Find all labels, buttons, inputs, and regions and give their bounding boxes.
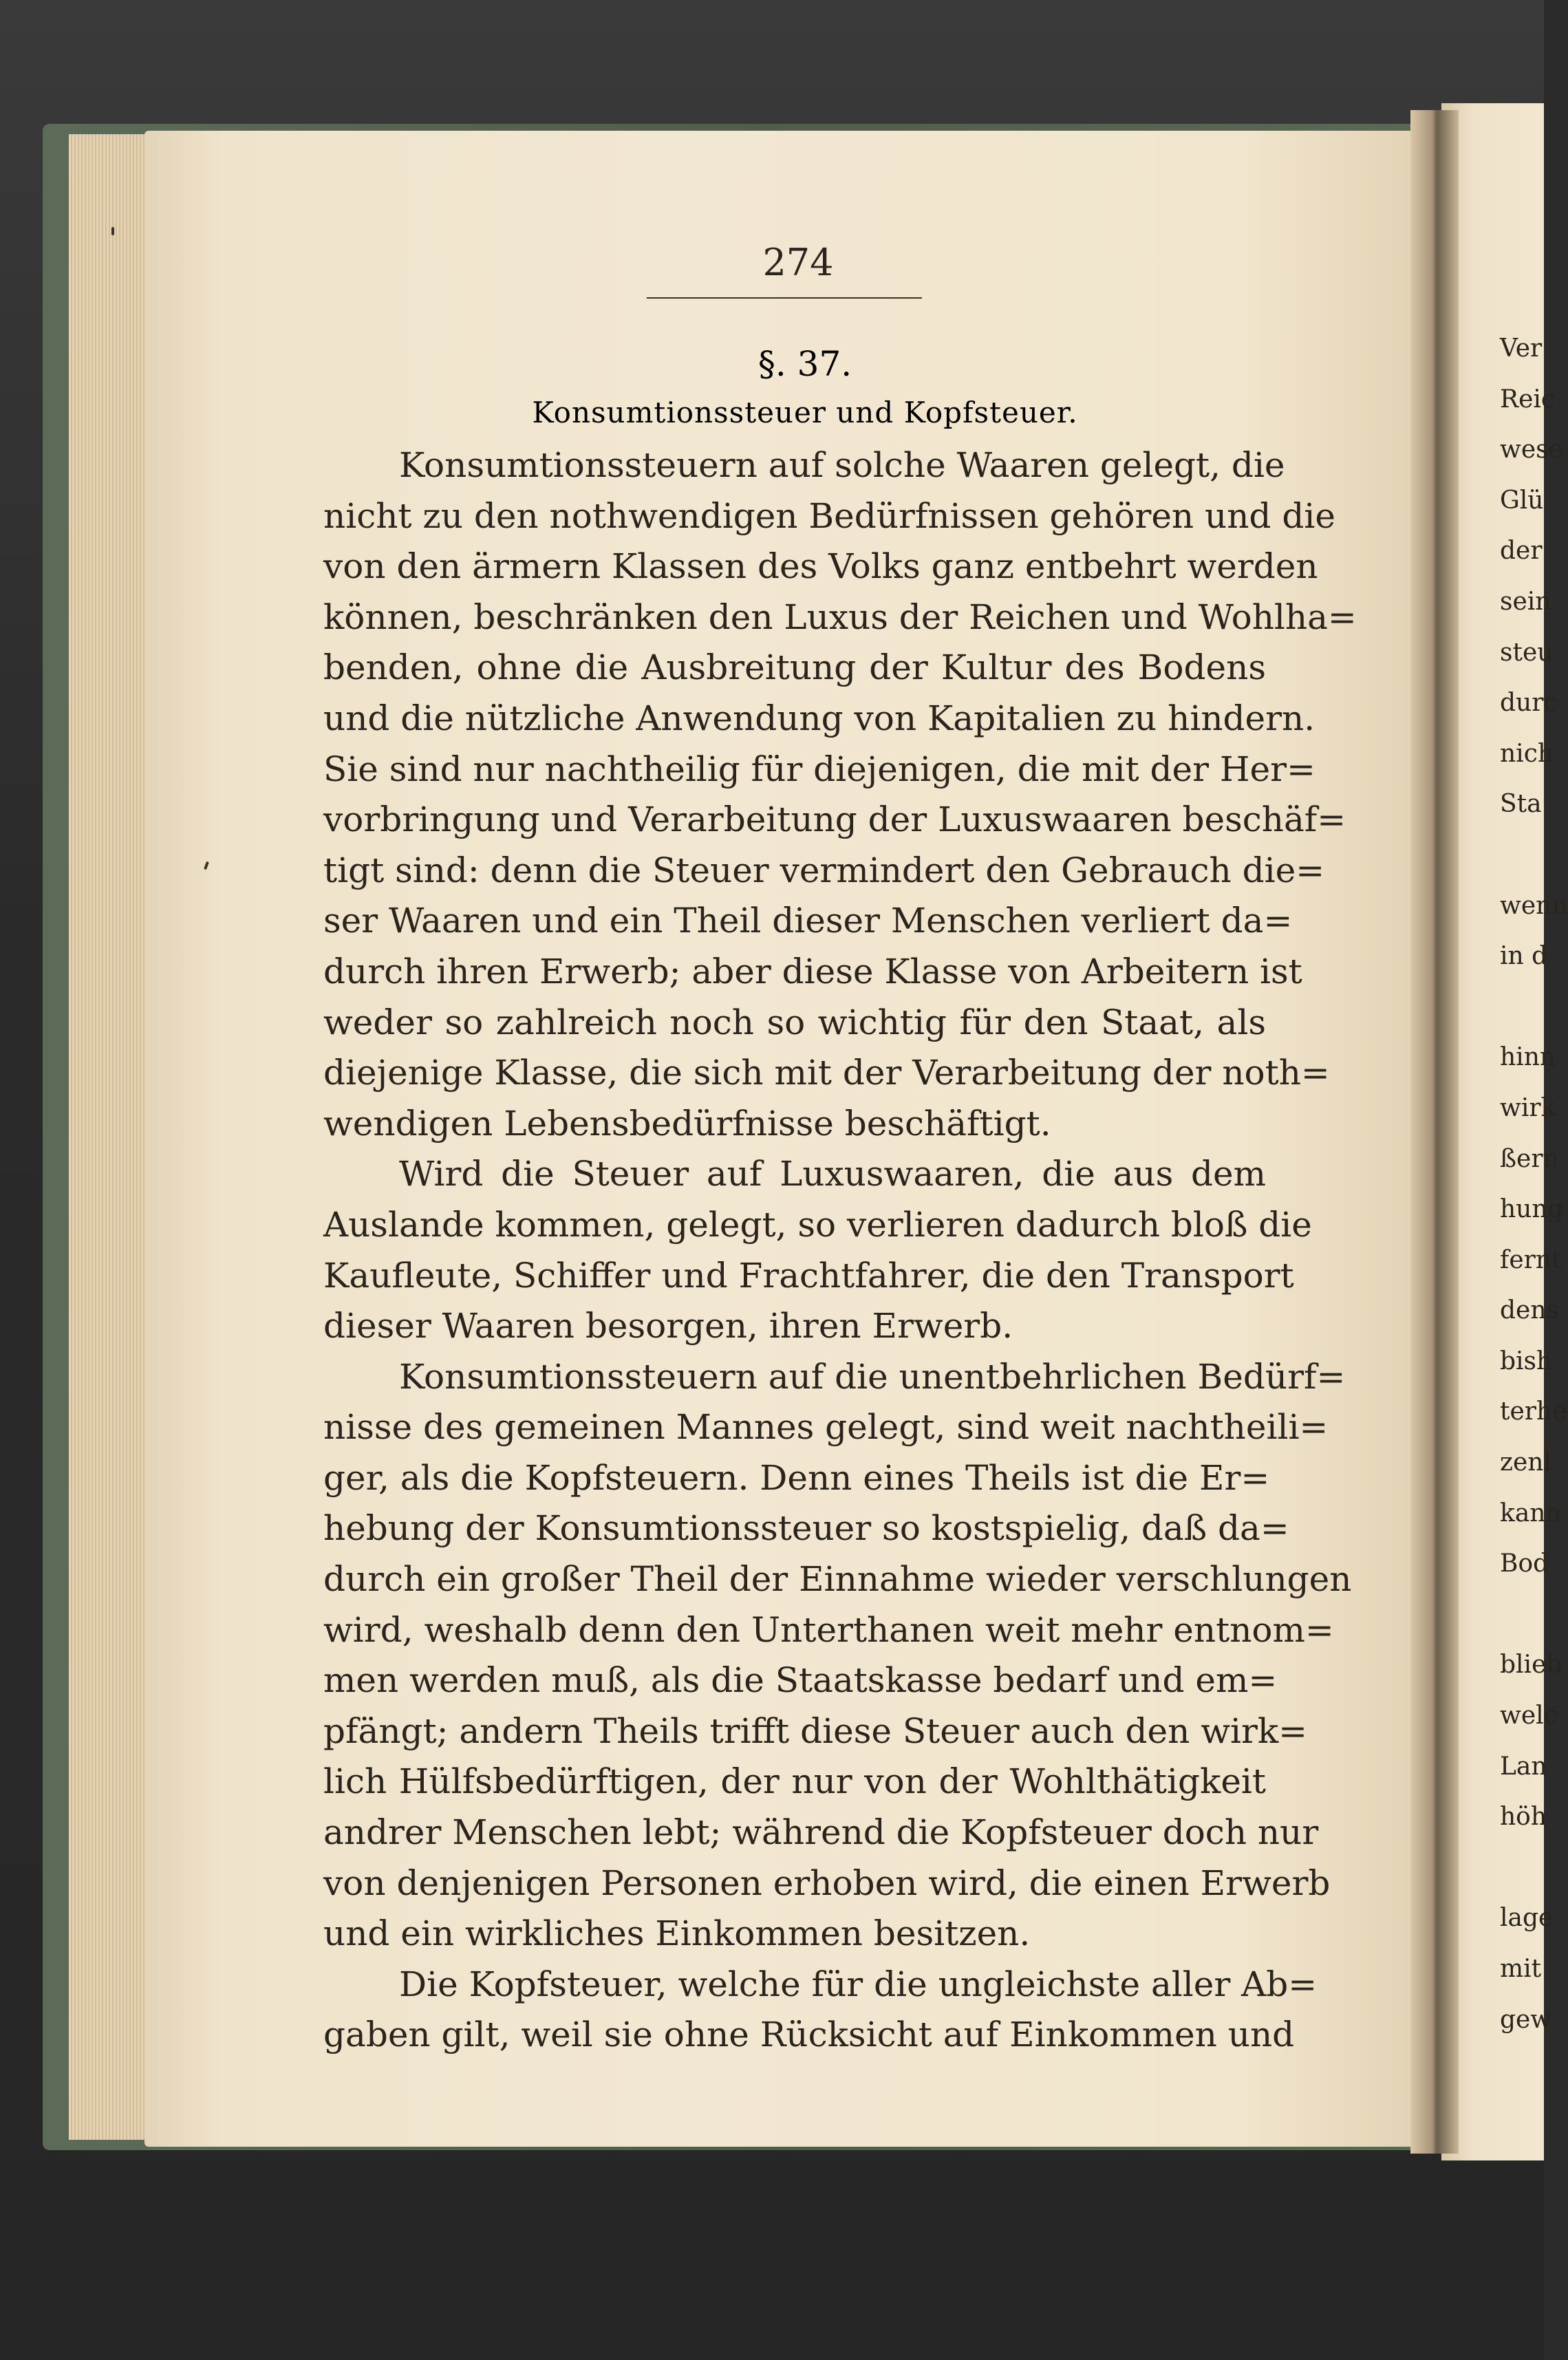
facing-page-text <box>1500 323 1568 2045</box>
text-line: nicht zu den nothwendigen Bedürfnissen gehören und die <box>323 495 1335 536</box>
facing-page-fragment: gew <box>1500 2005 1552 2034</box>
facing-page-fragment: Sta <box>1500 790 1542 819</box>
facing-page-fragment: bish <box>1500 1347 1553 1375</box>
text-line: ser Waaren und ein Theil dieser Menschen verliert da= <box>323 901 1293 941</box>
facing-page-fragment: nich <box>1500 739 1554 768</box>
text-line: pfängt; andern Theils trifft diese Steuer auch den wirk= <box>323 1710 1308 1751</box>
facing-page-fragment: mit <box>1500 1955 1542 1983</box>
text-line: wendigen Lebensbedürfnisse beschäftigt. <box>323 1103 1051 1144</box>
facing-page-fragment: kann <box>1500 1499 1562 1527</box>
facing-page-fragment: in d <box>1500 942 1548 971</box>
facing-page-fragment: welc <box>1500 1702 1558 1730</box>
text-line: men werden muß, als die Staatskasse bedarf und em= <box>323 1660 1278 1701</box>
facing-page-fragment: ßern <box>1500 1144 1559 1173</box>
facing-page-fragment: lage <box>1500 1904 1554 1933</box>
paragraph <box>323 440 1357 1149</box>
facing-page-fragment: blieb <box>1500 1651 1562 1680</box>
text-line: dieser Waaren besorgen, ihren Erwerb. <box>323 1306 1013 1347</box>
facing-page-fragment: der <box>1500 537 1543 566</box>
text-line: Konsumtionssteuern auf die unentbehrlichen Bedürf= <box>399 1356 1346 1397</box>
facing-page-fragment: Ver <box>1500 334 1543 363</box>
text-line: Kaufleute, Schiffer und Frachtfahrer, die den Transport <box>323 1255 1294 1296</box>
facing-page-fragment <box>1500 830 1544 881</box>
text-line: wird, weshalb denn den Unterthanen weit mehr entnom= <box>323 1609 1334 1650</box>
text-line: durch ihren Erwerb; aber diese Klasse von Arbeitern ist <box>323 951 1302 991</box>
text-line: Konsumtionssteuern auf solche Waaren gelegt, die <box>399 445 1285 485</box>
paragraph <box>323 1352 1352 1960</box>
facing-page-fragment: durc <box>1500 689 1558 718</box>
body-text <box>323 440 1357 2061</box>
facing-page-fragment: Reic <box>1500 385 1556 414</box>
facing-page-fragment: zenl <box>1500 1448 1551 1477</box>
page-speck <box>111 227 114 235</box>
facing-page-fragment: höh <box>1500 1803 1547 1832</box>
facing-page-fragment <box>1500 982 1544 1033</box>
facing-page-fragment: wirk <box>1500 1093 1556 1122</box>
facing-page-fragment <box>1500 1843 1544 1894</box>
facing-page-fragment: terhe <box>1500 1397 1567 1426</box>
text-line: und ein wirkliches Einkommen besitzen. <box>323 1913 1031 1954</box>
facing-page-fragment: wenn <box>1500 891 1568 920</box>
section-number: §. 37. <box>758 344 852 384</box>
text-line: lich Hülfsbedürftigen, der nur von der Wohlthätigkeit <box>323 1761 1266 1802</box>
text-line: ger, als die Kopfsteuern. Denn eines Theils ist die Er= <box>323 1457 1270 1498</box>
facing-page-fragment: hinn <box>1500 1043 1556 1072</box>
facing-page-fragment: dens <box>1500 1296 1560 1325</box>
text-line: gaben gilt, weil sie ohne Rücksicht auf Einkommen und <box>323 2015 1295 2055</box>
page-number: 274 <box>762 241 834 284</box>
text-line: benden, ohne die Ausbreitung der Kultur des Bodens <box>323 647 1266 688</box>
text-line: hebung der Konsumtionssteuer so kostspielig, daß da= <box>323 1508 1289 1549</box>
paragraph <box>323 1960 1318 2061</box>
text-line: weder so zahlreich noch so wichtig für den Staat, als <box>323 1002 1266 1042</box>
facing-page-fragment: sein <box>1500 587 1551 616</box>
text-line: von den ärmern Klassen des Volks ganz entbehrt werden <box>323 546 1318 587</box>
facing-page-fragment: fernt <box>1500 1245 1562 1274</box>
facing-page-fragment: hung <box>1500 1195 1564 1224</box>
text-line: tigt sind: denn die Steuer vermindert den Gebrauch die= <box>323 850 1325 890</box>
text-line: andrer Menschen lebt; während die Kopfsteuer doch nur <box>323 1812 1319 1853</box>
text-line: nisse des gemeinen Mannes gelegt, sind weit nachtheili= <box>323 1407 1329 1448</box>
text-line: und die nützliche Anwendung von Kapitalien zu hindern. <box>323 698 1315 738</box>
facing-page-fragment <box>1500 1589 1544 1640</box>
text-line: Die Kopfsteuer, welche für die ungleichste aller Ab= <box>399 1964 1318 2004</box>
facing-page-fragment: wese <box>1500 436 1563 464</box>
paragraph <box>323 1149 1312 1351</box>
text-line: Wird die Steuer auf Luxuswaaren, die aus dem <box>399 1154 1266 1194</box>
facing-page-fragment: Lan <box>1500 1752 1547 1781</box>
text-line: vorbringung und Verarbeitung der Luxuswaaren beschäf= <box>323 800 1346 840</box>
text-line: von denjenigen Personen erhoben wird, die einen Erwerb <box>323 1863 1331 1903</box>
text-line: Auslande kommen, gelegt, so verlieren dadurch bloß die <box>323 1204 1312 1245</box>
header-rule <box>647 297 922 299</box>
book-gutter <box>1410 110 1459 2154</box>
text-line: können, beschränken den Luxus der Reichen und Wohlha= <box>323 597 1357 637</box>
facing-page-fragment: Bod <box>1500 1549 1549 1578</box>
section-title: Konsumtionssteuer und Kopfsteuer. <box>532 396 1078 429</box>
text-line: Sie sind nur nachtheilig für diejenigen, die mit der Her= <box>323 749 1315 789</box>
text-line: durch ein großer Theil der Einnahme wieder verschlungen <box>323 1559 1352 1600</box>
facing-page-fragment: steu <box>1500 638 1554 667</box>
facing-page-fragment: Glü <box>1500 486 1544 515</box>
text-line: diejenige Klasse, die sich mit der Verarbeitung der noth= <box>323 1053 1330 1093</box>
